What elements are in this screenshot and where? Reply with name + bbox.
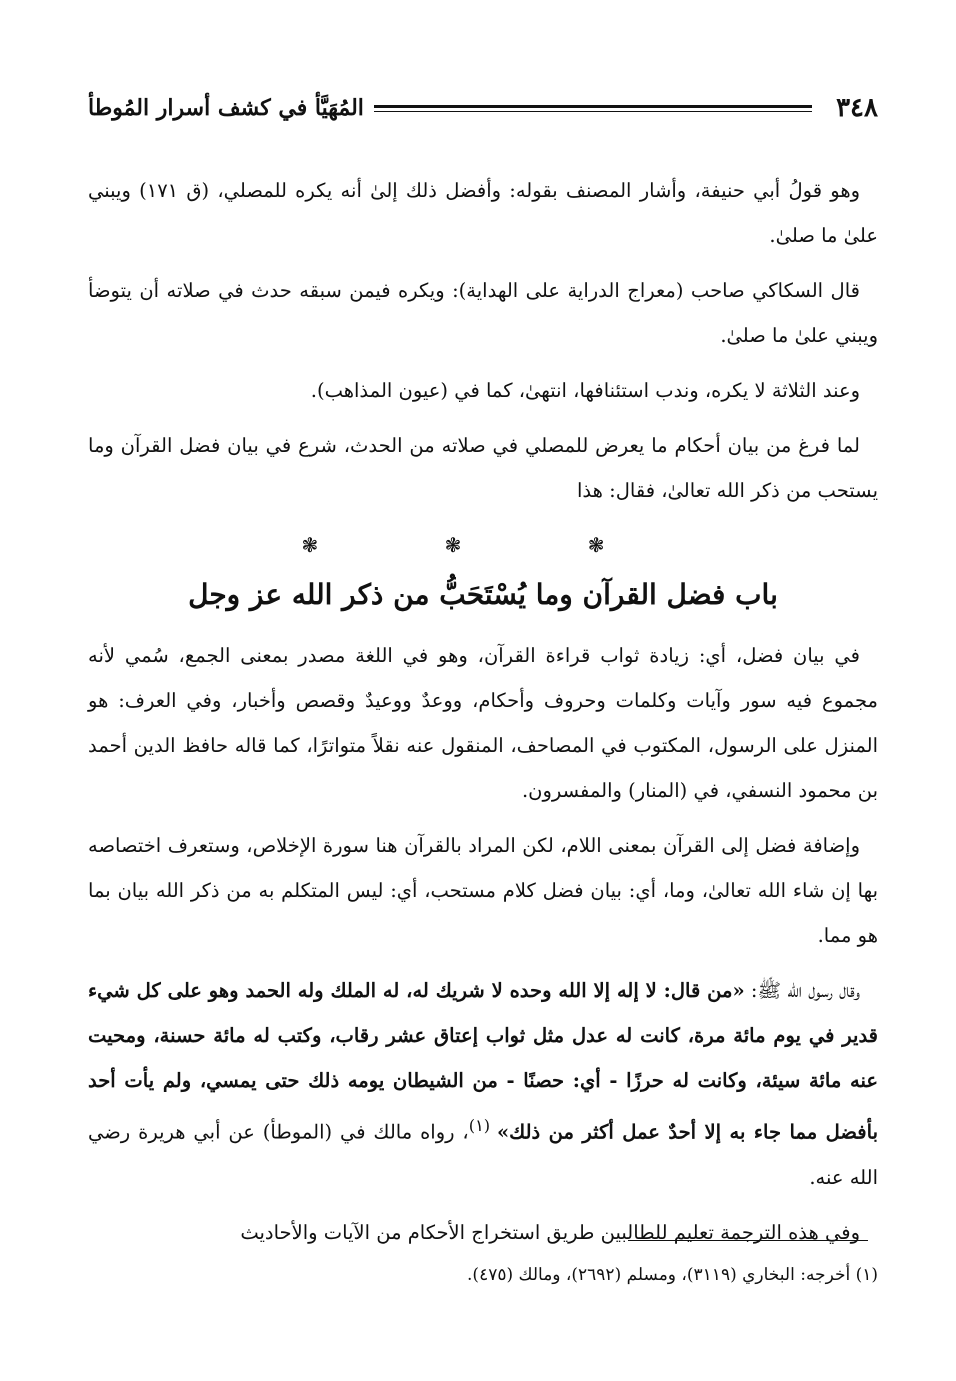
footnote: (١) أخرجه: البخاري (٣١١٩)، ومسلم (٢٦٩٢)، ومالك (٤٧٥). bbox=[467, 1265, 878, 1285]
hadith-text: «من قال: لا إله إلا الله وحده لا شريك له، له الملك وله الحمد وهو على كل شيء قدير في يوم مائة مرة، كانت له عدل مثل ثواب إعتاق عشر رقاب، وكتب له مائة حسنة، ومحيت عنه مائة سيئة، وكانت له حرزًا - أي: حصنًا - من الشيطان يومه ذلك حتى يمسي، ولم يأت أحد بأفضل مما جاء به إلا أحدٌ عمل أكثر من ذلك» bbox=[88, 979, 878, 1144]
paragraph: وإضافة فضل إلى القرآن بمعنى اللام، لكن المراد بالقرآن هنا سورة الإخلاص، وستعرف اختصاصه بها إن شاء الله تعالىٰ، وما، أي: بيان فضل كلام مستحب، أي: ليس المتكلم به من ذكر الله بيان بما هو مما. bbox=[88, 834, 878, 947]
chapter-title: باب فضل القرآن وما يُسْتَحَبُّ من ذكر الله عز وجل bbox=[188, 578, 778, 611]
main-text bbox=[88, 168, 878, 1265]
paragraph: وعند الثلاثة لا يكره، وندب استئنافها، انتهىٰ، كما في (عيون المذاهب). bbox=[310, 379, 860, 402]
hadith-outro: ، رواه مالك في (الموطأ) عن أبي هريرة رضي الله عنه. bbox=[88, 1120, 878, 1189]
header-rule bbox=[374, 105, 812, 112]
hadith-paragraph bbox=[88, 968, 878, 1200]
section-separator: ❃ ❃ ❃ bbox=[301, 533, 665, 557]
running-title: المُهَيَّأ في كشف أسرار المُوطأ bbox=[88, 95, 364, 121]
paragraph: وفي هذه الترجمة تعليم للطالبين طريق استخراج الأحكام من الآيات والأحاديث bbox=[240, 1220, 860, 1244]
footnote-ref: (١) bbox=[468, 1116, 497, 1135]
paragraph: في بيان فضل، أي: زيادة ثواب قراءة القرآن، وهو في اللغة مصدر بمعنى الجمع، سُمي لأنه مجموع فيه سور وآيات وكلمات وحروف وأحكام، ووعدٌ ووعيدٌ وقصص وأخبار، وفي العرف: هو المنزل على الرسول، المكتوب في المصاحف، المنقول عنه نقلاً متواترًا، كما قاله حافظ الدين أحمد بن محمود النسفي، في (المنار) والمفسرون. bbox=[88, 644, 878, 802]
page-header bbox=[88, 88, 878, 128]
paragraph: وهو قولُ أبي حنيفة، وأشار المصنف بقوله: وأفضل ذلك إلىٰ أنه يكره للمصلي، (ق ١٧١) ويبني علىٰ ما صلىٰ. bbox=[88, 179, 878, 247]
page-number: ٣٤٨ bbox=[836, 93, 878, 123]
hadith-intro: وقال رسول الله ﷺ: bbox=[744, 979, 860, 1002]
footnote-rule bbox=[628, 1240, 868, 1241]
paragraph: لما فرغ من بيان أحكام ما يعرض للمصلي في صلاته من الحدث، شرع في بيان فضل القرآن وما يستحب من ذكر الله تعالىٰ، فقال: هذا bbox=[88, 434, 878, 502]
paragraph: قال السكاكي صاحب (معراج الدراية على الهداية): ويكره فيمن سبقه حدث في صلاته أن يتوضأ ويبني علىٰ ما صلىٰ. bbox=[88, 279, 878, 347]
